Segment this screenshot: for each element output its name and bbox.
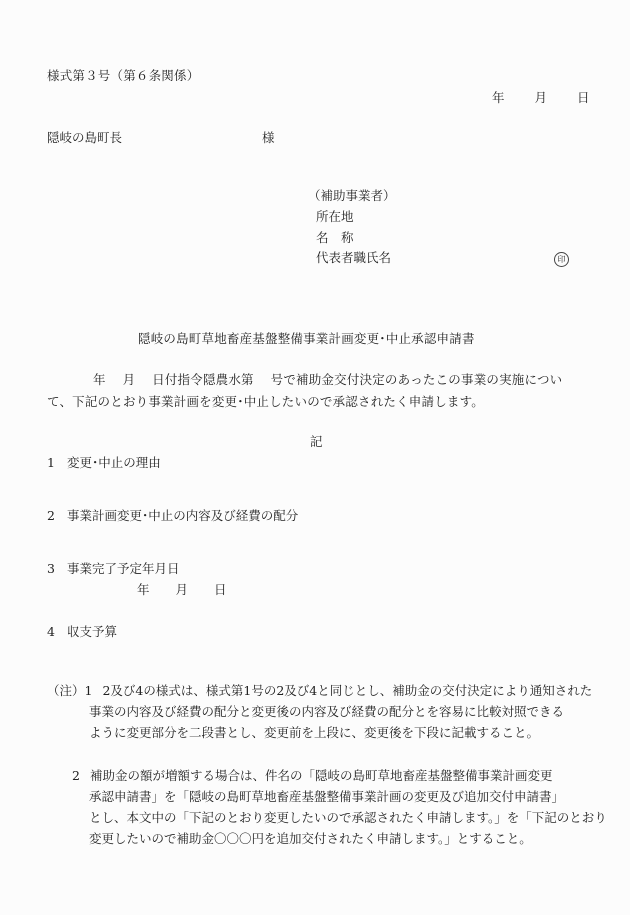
applicant-representative-label: 代表者職氏名 [316, 250, 392, 265]
item-1: 1 変更･中止の理由 [47, 455, 161, 470]
note-2: 2 補助金の額が増額する場合は、件名の「隠岐の島町草地畜産基盤整備事業計画変更 承認申請書」を「隠岐の島町草地畜産基盤整備事業計画の変更及び追加交付申請書」 とし、本文中の「下記のとおり変更したいので承認されたく申請します。」を「下記のとおり 変更したいので補助金〇〇〇円を追加交付されたく申請します。」とすること。 [72, 768, 607, 846]
addressee-name: 隠岐の島町長 [47, 130, 123, 145]
date-month: 月 [534, 90, 547, 105]
note-prefix: （注） [47, 683, 85, 698]
applicant-address-label: 所在地 [316, 209, 354, 224]
applicant-heading: （補助事業者） [308, 188, 396, 203]
completion-date: 年 月 日 [137, 582, 227, 597]
item-4: 4 収支予算 [47, 624, 117, 639]
item-2: 2 事業計画変更･中止の内容及び経費の配分 [47, 508, 299, 523]
submission-date [492, 92, 589, 105]
body-text-line-2: て、下記のとおり事業計画を変更･中止したいので承認されたく申請します。 [47, 394, 485, 409]
item-3: 3 事業完了予定年月日 [47, 561, 180, 576]
note-1: （注）1 2及び4の様式は、様式第1号の2及び4と同じとし、補助金の交付決定により通知された 事業の内容及び経費の配分と変更後の内容及び経費の配分とを容易に比較対照できる ように変更部分を二段書とし、変更前を上段に、変更後を下段に記載すること。 [47, 683, 593, 740]
form-number: 様式第３号（第６条関係） [47, 68, 200, 83]
ki-heading: 記 [310, 434, 323, 449]
applicant-name-label: 名 称 [316, 230, 354, 245]
body-text-line-1: 年 月 日付指令隠農水第 号で補助金交付決定のあったこの事業の実施につい [93, 372, 563, 387]
document-title: 隠岐の島町草地畜産基盤整備事業計画変更･中止承認申請書 [138, 331, 475, 346]
date-day: 日 [576, 90, 590, 105]
date-year: 年 [492, 90, 505, 105]
addressee-honorific: 様 [262, 130, 275, 145]
seal-mark-icon: 印 [554, 252, 569, 267]
